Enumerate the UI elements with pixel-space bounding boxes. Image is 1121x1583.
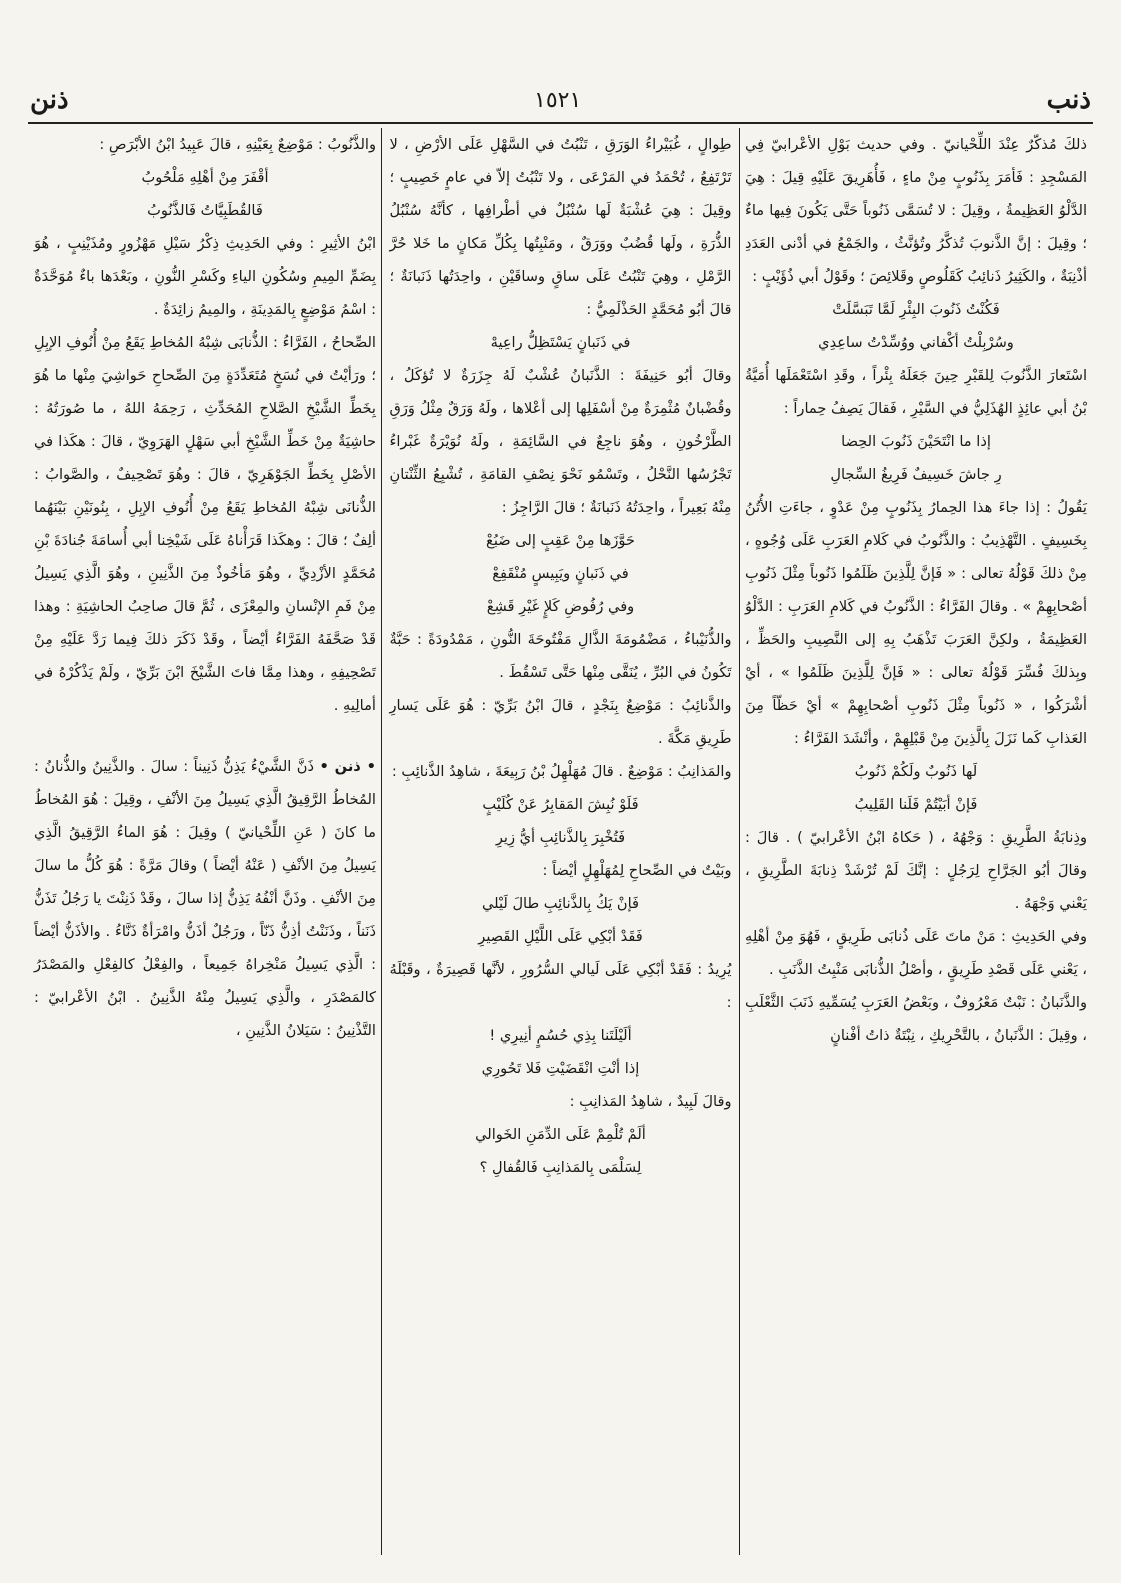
headword-left: ذنن xyxy=(30,85,69,115)
column-divider xyxy=(381,128,382,1555)
verse-line: رِ جاشَ خَسِيفٌ فَرِيغُ السِّجالِ xyxy=(830,466,1002,483)
paragraph: ذلكَ مُذكّرٌ عِنْدَ اللِّحْيانيّ . وفي حديث بَوْلِ الأعْرابيّ فِي المَسْجِدِ : فَأمَرَ بِذَنُوبٍ مِنْ ماءٍ ، فَأُهَرِيقَ عَلَيْهِ قِيلَ : هِيَ الدَّلْوُ العَظِيمةُ ، وقِيلَ : لا تُسَمَّى ذَنُوباً حَتَّى يَكُونَ فِيها ماءٌ ؛ وقِيلَ : إنَّ الذَّنوبَ تُذكَّرُ وتُؤنَّثُ ، والجَمْعُ في أدْنى العَدَدِ أذْنِبَةٌ ، والكَثِيرُ ذَنائِبُ كَقَلُوصٍ وقَلائِصَ ؛ وقَوْلُ أبي ذُؤَيْبٍ : xyxy=(745,136,1087,285)
page-number: ١٥٢١ xyxy=(534,87,582,113)
paragraph: وبَيْتٌ في الصِّحاحِ لِمُهَلْهِلٍ أيْضاً : xyxy=(542,862,732,879)
verse-line: حَوَّزَها مِنْ عَقِبٍ إلى ضَبُعْ xyxy=(486,532,635,549)
verse-line: فَإنْ يَكُ بِالذَّنائِبِ طالَ لَيْلي xyxy=(481,895,640,912)
paragraph: اسْتَعارَ الذَّنُوبَ لِلقَبْرِ حِينَ جَعَلَهُ بِئْراً ، وقَدِ اسْتَعْمَلَها أُمَيَّةُ بْنُ أبي عائِذٍ الهُذَلِيُّ في السَّيْرِ ، فَقالَ يَصِفُ حِماراً : xyxy=(745,367,1087,417)
paragraph: والمَذانِبُ : مَوْضِعٌ . قالَ مُهَلْهِلُ بْنُ رَبِيعَةَ ، شاهِدُ الذَّنائِبِ : xyxy=(391,763,732,780)
entry-paragraph xyxy=(34,750,376,1047)
paragraph: والذَّنُوبُ : مَوْضِعٌ بِعَيْنِهِ ، قالَ عَبِيدُ ابْنُ الأبْرَصِ : xyxy=(99,136,376,153)
verse-line: فَكُنْتُ ذَنُوبَ البِئْرِ لَمَّا تَبَسَّلَتْ xyxy=(832,301,1000,318)
text-columns xyxy=(28,128,1093,1555)
paragraph: الصِّحاحُ ، الفَرَّاءُ : الذُّنابَى شِبْهُ المُخاطِ يَقَعُ مِنْ أُنُوفِ الإبِلِ ؛ ورَأيْتُ في نُسَخٍ مُتَعَدِّدَةٍ مِنَ الصِّحاحِ حَواشِيَ مِنْها ما هُوَ بِخَطِّ الشَّيْخِ الصَّلاحِ المُحَدِّثِ ، رَحِمَهُ اللهُ ، ما صُورَتُهُ : حاشِيَةٌ مِنْ خَطِّ الشَّيْخِ أبي سَهْلٍ الهَرَوِيّ ، قالَ : هكَذا في الأصْلِ بِخَطِّ الجَوْهَرِيّ ، قالَ : وهُوَ تَصْحِيفٌ ، والصَّوابُ : الذُّنانَى شِبْهُ المُخاطِ يَقَعُ مِنْ أُنُوفِ الإبِلِ ، بِنُونَيْنِ بَيْنَهُما ألِفٌ ؛ قالَ : وهكَذا قَرَأْناهُ عَلَى شَيْخِنا أبي أُسامَةَ جُنادَةَ بْنِ مُحَمَّدٍ الأزْدِيِّ ، وهُوَ مَأخُوذٌ مِنَ الذَّنِينِ ، وهُوَ الَّذِي يَسِيلُ مِنْ فَمِ الإنْسانِ والمِعْزَى ، ثُمَّ قالَ صاحِبُ الحاشِيَةِ : وهذا قَدْ صَحَّفَهُ الفَرَّاءُ أيْضاً ، وقَدْ ذَكَرَ ذلكَ فِيما رَدَّ عَلَيْهِ مِنْ تَصْحِيفِهِ ، وهذا مِمَّا فاتَ الشَّيْخَ ابْنَ بَرِّيّ ، ولَمْ يَذْكُرْهُ في أمالِيهِ . xyxy=(34,334,376,714)
paragraph: طِوالٍ ، غُبَيْراءُ الوَرَقِ ، تَنْبُتُ في السَّهْلِ عَلَى الأرْضِ ، لا تَرْتَفِعُ ، تُحْمَدُ في المَرْعَى ، ولا تَنْبُتُ إلاّ في عامٍ خَصِيبٍ ؛ وقِيلَ : هِيَ عُشْبَةٌ لَها سُنْبُلٌ في أطْرافِها ، كأنَّهُ سُنْبُلُ الذُّرَةِ ، ولَها قُضُبٌ ووَرَقٌ ، ومَنْبِتُها بِكُلِّ مَكانٍ ما خَلا حُرَّ الرَّمْلِ ، وهِيَ تَنْبُتُ عَلَى ساقٍ وساقَيْنِ ، واحِدَتُها ذَنَبانَةٌ ؛ قالَ أبُو مُحَمَّدٍ الحَذْلَمِيُّ : xyxy=(389,136,732,318)
paragraph: والذَّنَبانُ : نَبْتٌ مَعْرُوفٌ ، وبَعْضُ العَرَبِ يُسَمِّيهِ ذَنَبَ الثَّعْلَبِ ، وقِيلَ : الذَّنَبانُ ، بالتَّحْرِيكِ ، نِبْتَةٌ ذاتُ أفْنانٍ xyxy=(745,994,1087,1044)
paragraph: ابْنُ الأثِيرِ : وفي الحَدِيثِ ذِكْرُ سَيْلِ مَهْزُورٍ ومُذَيْنِبٍ ، هُوَ بِضَمِّ المِيمِ وسُكُونِ الياءِ وكَسْرِ النُّونِ ، وبَعْدَها باءٌ مُوَحَّدَةٌ : اسْمُ مَوْضِعٍ بِالمَدِينَةِ ، والمِيمُ زائِدَةٌ . xyxy=(34,235,376,318)
paragraph: وقالَ لَبِيدٌ ، شاهِدُ المَذانِبِ : xyxy=(569,1093,732,1110)
paragraph: وذِنابَةُ الطَّرِيقِ : وَجْهُهُ ، ( حَكاهُ ابْنُ الأعْرابيّ ) . قالَ : وقالَ أبُو الجَرَّاحِ لِرَجُلٍ : إنَّكَ لَمْ تُرْشَدْ ذِنابَةَ الطَّرِيقِ ، يَعْني وَجْهَهُ . xyxy=(745,829,1087,912)
column-right xyxy=(741,128,1093,1555)
verse-line: إذا أنْتِ انْقَضَيْتِ فَلا تَحُورِي xyxy=(481,1060,640,1077)
verse-line: وسُرْبِلْتُ أكْفاني ووُسِّدْتُ ساعِدِي xyxy=(818,334,1014,351)
verse-line: وفي رُفُوضِ كَلإٍ غَيْرِ قَشِعْ xyxy=(486,598,635,615)
page-header xyxy=(30,78,1091,122)
paragraph: وفي الحَدِيثِ : مَنْ ماتَ عَلَى ذُنابَى طَرِيقٍ ، فَهُوَ مِنْ أهْلِهِ ، يَعْني عَلَى قَصْدِ طَرِيقٍ ، وأصْلُ الذُّنابَى مَنْبِتُ الذَّنَبِ . xyxy=(745,928,1087,978)
verse-line: ألَيْلَتَنا بِذِي حُسُمٍ أنِيرِي ! xyxy=(489,1027,632,1044)
verse-line: أقْفَرَ مِنْ أهْلِهِ مَلْحُوبُ xyxy=(141,169,269,186)
verse-line: فَلَوْ نُبِشَ المَقابِرُ عَنْ كُلَيْبٍ xyxy=(482,796,639,813)
verse-line: فَالقُطَبِيَّاتُ فَالذَّنُوبُ xyxy=(147,202,263,219)
entry-headword: • ذنن • xyxy=(319,758,377,775)
paragraph: يَقُولُ : إذا جاءَ هذا الحِمارُ بِذَنُوبٍ مِنْ عَدْوٍ ، جاءَتِ الأُتُنُ بِخَسِيفٍ . التَّهْذِيبُ : والذَّنُوبُ في كَلامِ العَرَبِ عَلَى وُجُوهٍ ، مِنْ ذلكَ قَوْلُهُ تعالى : « فَإنَّ لِلَّذِينَ ظَلَمُوا ذَنُوباً مِثْلَ ذَنُوبِ أصْحابِهِمْ » . وقالَ الفَرَّاءُ : الذَّنُوبُ في كَلامِ العَرَبِ : الدَّلْوُ العَظِيمَةُ ، ولكِنَّ العَرَبَ تَذْهَبُ بِهِ إلى النَّصِيبِ والحَظِّ ، وبِذلكَ فُسِّرَ قَوْلُهُ تعالى : « فَإنَّ لِلَّذِينَ ظَلَمُوا » ، أيْ أشْرَكُوا ، « ذَنُوباً مِثْلَ ذَنُوبِ أصْحابِهِمْ » أيْ حَظّاً مِنَ العَذابِ كَما نَزَلَ بِالَّذِينَ مِنْ قَبْلِهِمْ ، وأنْشَدَ الفَرَّاءُ : xyxy=(745,499,1087,747)
verse-line: لِسَلْمَى بِالمَذانِبِ فَالقُفالِ ؟ xyxy=(479,1159,642,1176)
verse-line: فَقَدْ أبْكِي عَلَى اللَّيْلِ القَصِيرِ xyxy=(478,928,643,945)
column-middle xyxy=(384,128,738,1555)
paragraph: وقالَ أبُو حَنِيفَةَ : الذَّنَبانُ عُشْبٌ لَهُ جِزَرَةٌ لا تُؤكَلُ ، وقُضْبانٌ مُثْمِرَةٌ مِنْ أسْفَلِها إلى أعْلاها ، ولَهُ وَرَقٌ مِثْلُ وَرَقِ الطَّرْخُونِ ، وهُوَ ناجِعٌ في السَّائِمَةِ ، ولَهُ نُوَيْرَةٌ غَبْراءُ تَجْرُسُها النَّحْلُ ، وتَسْمُو نَحْوَ نِصْفِ القامَةِ ، تُشْبِعُ الثِّنْتانِ مِنْهُ بَعِيراً ، واحِدَتُهُ ذَنَبانَةٌ ؛ قالَ الرَّاجِزُ : xyxy=(389,367,732,516)
paragraph: والذَّنائِبُ : مَوْضِعٌ بِنَجْدٍ ، قالَ ابْنُ بَرِّيّ : هُوَ عَلَى يَسارِ طَرِيقِ مَكَّةَ . xyxy=(389,697,732,747)
column-divider xyxy=(739,128,740,1555)
entry-gap xyxy=(34,722,376,750)
headword-right: ذنب xyxy=(1046,85,1091,115)
verse-line: ألَمْ تُلْمِمْ عَلَى الدِّمَنِ الخَوالي xyxy=(475,1126,646,1143)
verse-line: فَتُخْبِرَ بِالذَّنائِبِ أيُّ زِيرِ xyxy=(495,829,626,846)
paragraph: يُرِيدُ : فَقَدْ أبْكِي عَلَى لَيالي السُّرُورِ ، لأنَّها قَصِيرَةٌ ، وقَبْلَهُ : xyxy=(389,961,732,1011)
verse-line: إذا ما انْتَحَيْنَ ذَنُوبَ الحِضا xyxy=(841,433,991,450)
verse-line: في ذَنَبانٍ ويَبِيسٍ مُنْقَفِعْ xyxy=(492,565,629,582)
entry-text: ذَنَّ الشَّيْءُ يَذِنُّ ذَنِيناً : سالَ . والذَّنِينُ والذُّنانُ : المُخاطُ الرَّقِيقُ الَّذِي يَسِيلُ مِنَ الأنْفِ ، وقِيلَ : هُوَ المُخاطُ ما كانَ ( عَنِ اللِّحْيانيّ ) وقِيلَ : هُوَ الماءُ الرَّقِيقُ الَّذِي يَسِيلُ مِنَ الأنْفِ ( عَنْهُ أيْضاً ) وقالَ مَرَّةً : هُوَ كُلُّ ما سالَ مِنَ الأنْفِ . وذَنَّ أنْفُهُ يَذِنُّ إذا سالَ ، وقَدْ ذَنِنْتَ يا رَجُلُ تَذَنُّ ذَنَناً ، وذَنَنْتُ أذِنُّ ذَنّاً ، ورَجُلٌ أذَنُّ وامْرَأةٌ ذَنَّاءُ . والأذَنُّ أيْضاً : الَّذِي يَسِيلُ مَنْخِراهُ جَمِيعاً ، والفِعْلُ كالفِعْلِ والمَصْدَرُ كالمَصْدَرِ ، والَّذِي يَسِيلُ مِنْهُ الذَّنِينُ . ابْنُ الأعْرابيّ : التَّذْنِينُ : سَيَلانُ الذَّنِينِ ، xyxy=(34,758,376,1039)
header-rule xyxy=(28,122,1093,124)
verse-line: فَإنْ أبَيْتُمْ فَلَنا القَلِيبُ xyxy=(854,796,978,813)
column-left xyxy=(28,128,380,1555)
paragraph: والذُّنَيْباءُ ، مَضْمُومَةَ الذَّالِ مَفْتُوحَةَ النُّونِ ، مَمْدُودَةً : حَبَّةٌ تَكُونُ في البُرِّ ، يُنَقَّى مِنْها حَتَّى تَسْقُطَ . xyxy=(389,631,732,681)
verse-line: في ذَنَبانٍ يَسْتَظِلُّ راعِيهْ xyxy=(490,334,631,351)
verse-line: لَها ذَنُوبٌ ولَكُمْ ذَنُوبُ xyxy=(854,763,978,780)
